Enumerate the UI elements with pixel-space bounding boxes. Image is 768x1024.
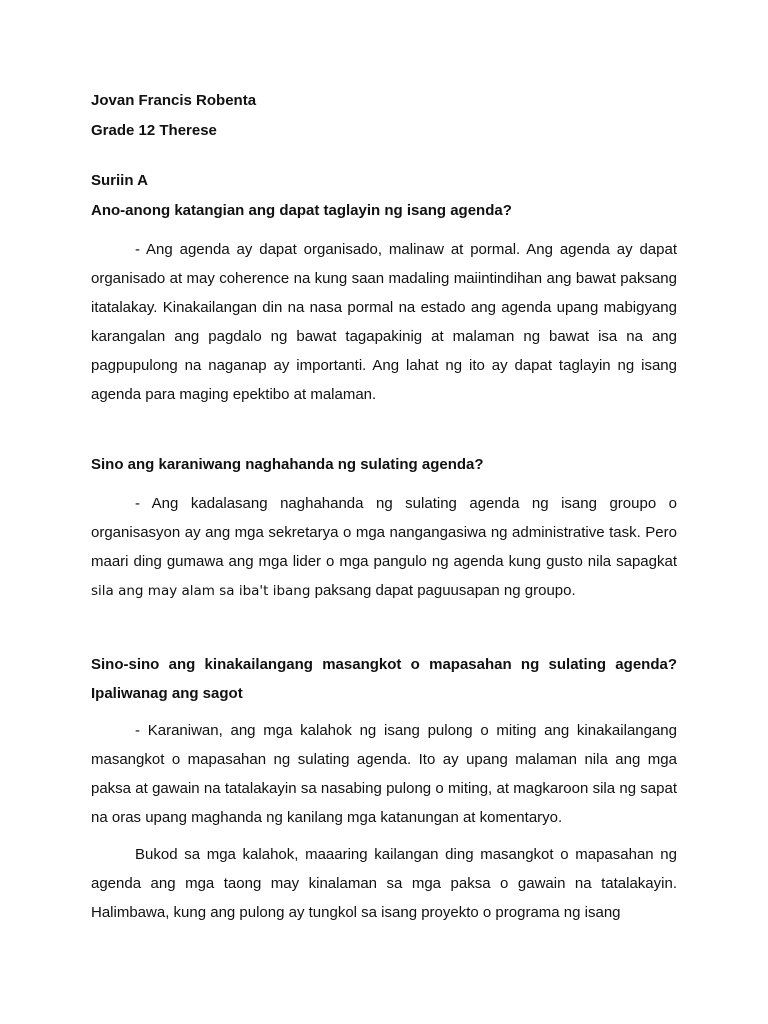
question-2: Sino ang karaniwang naghahanda ng sulating agenda? — [91, 456, 484, 473]
answer-2-part-1: - Ang kadalasang naghahanda ng sulating agenda ng isang groupo o organisasyon ay ang mga sekretarya o mga nangangasiwa ng administrative task. Pero maari ding gumawa ang mga lider o mga pangulo ng agenda kung gusto nila sapagkat — [91, 495, 677, 570]
answer-3-continued: Bukod sa mga kalahok, maaaring kailangan ding masangkot o mapasahan ng agenda ang mga taong may kinalaman sa mga paksa o gawain na tatalakayin. Halimbawa, kung ang pulong ay tungkol sa isang proyekto o programa ng isang — [91, 846, 677, 921]
answer-1: - Ang agenda ay dapat organisado, malinaw at pormal. Ang agenda ay dapat organisado at may coherence na kung saan madaling maiintindihan ang bawat paksang itatalakay. Kinakailangan din na nasa pormal na estado ang agenda upang mabigyang karangalan ang pagdalo ng bawat tagapakinig at malaman ng bawat isa na ang pagpupulong na naganap ay importanti. Ang lahat ng ito ay dapat taglayin ng isang agenda para maging epektibo at malaman. — [91, 241, 677, 403]
grade-section: Grade 12 Therese — [91, 122, 217, 139]
spacer — [91, 409, 677, 455]
question-1: Ano-anong katangian ang dapat taglayin ng isang agenda? — [91, 202, 512, 219]
spacer — [91, 832, 677, 840]
answer-2-part-3: paksang dapat paguusapan ng groupo. — [310, 582, 576, 599]
question-3: Sino-sino ang kinakailangang masangkot o mapasahan ng sulating agenda? Ipaliwanag ang sagot — [91, 656, 677, 702]
spacer — [91, 606, 677, 650]
answer-2 — [91, 489, 677, 606]
author-name: Jovan Francis Robenta — [91, 92, 257, 109]
answer-3: - Karaniwan, ang mga kalahok ng isang pulong o miting ang kinakailangang masangkot o mapasahan ng sulating agenda. Ito ay upang malaman nila ang mga paksa at gawain na tatalakayin sa nasabing pulong o miting, at magkaroon sila ng sapat na oras upang maghanda ng kanilang mga katanungan at komentaryo. — [91, 722, 677, 826]
section-heading: Suriin A — [91, 172, 148, 189]
answer-2-part-2: sila ang may alam sa iba't ibang — [91, 583, 311, 599]
